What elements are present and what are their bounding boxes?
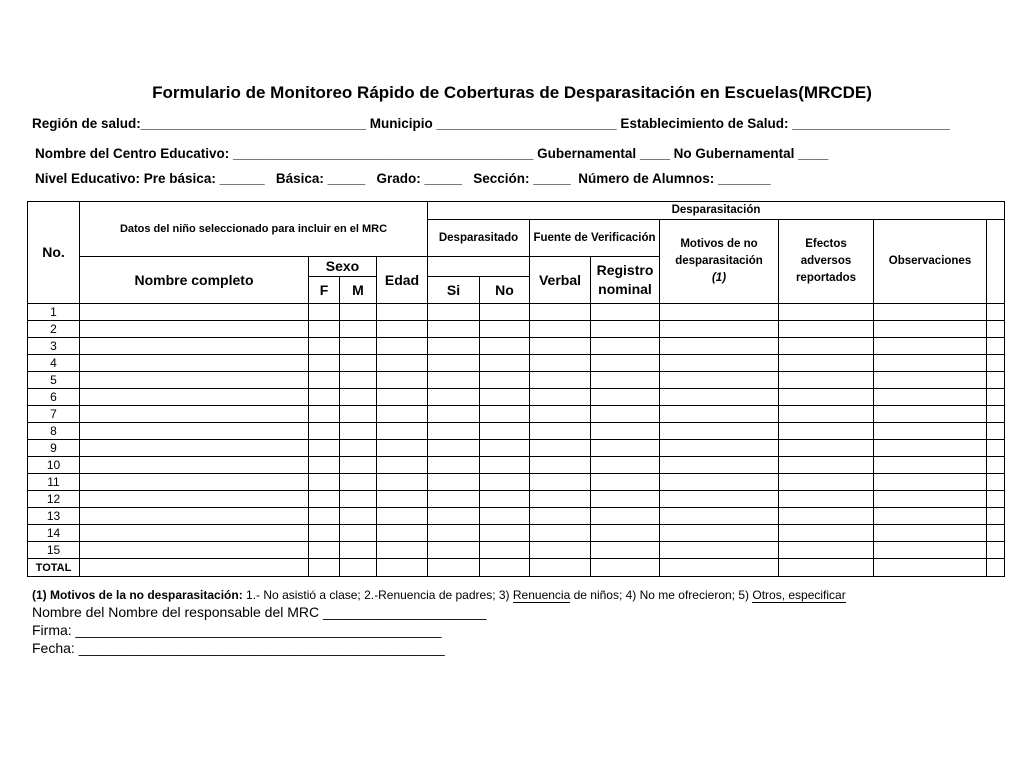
total-cell: [309, 559, 340, 577]
table-row: [28, 321, 1005, 338]
table-cell: [660, 338, 779, 355]
table-cell: [530, 372, 591, 389]
table-cell: [874, 338, 987, 355]
header-line-nivel: Nivel Educativo: Pre básica: ______ Básica: _____ Grado: _____ Sección: _____ Número de Alumnos: _______: [35, 171, 771, 186]
table-cell: [530, 508, 591, 525]
table-row: [28, 406, 1005, 423]
row-number: 9: [28, 440, 80, 457]
table-cell: [660, 457, 779, 474]
table-cell: [309, 321, 340, 338]
table-cell: [779, 508, 874, 525]
total-cell: [779, 559, 874, 577]
table-cell: [377, 491, 428, 508]
footnote-text-b: Renuencia: [512, 588, 571, 602]
table-row: [28, 338, 1005, 355]
table-cell: [591, 338, 660, 355]
table-cell: [530, 491, 591, 508]
table-cell: [428, 491, 480, 508]
table-cell: [377, 508, 428, 525]
table-cell: [591, 389, 660, 406]
table-cell: [530, 406, 591, 423]
row-number: 13: [28, 508, 80, 525]
table-cell: [987, 389, 1005, 406]
table-cell: [480, 525, 530, 542]
table-cell: [987, 542, 1005, 559]
table-cell: [309, 372, 340, 389]
table-cell: [80, 372, 309, 389]
row-number: 5: [28, 372, 80, 389]
table-cell: [874, 372, 987, 389]
table-cell: [987, 525, 1005, 542]
efectos-header: Efectos adversos reportados: [779, 220, 874, 304]
footer-notes: [32, 588, 1012, 656]
desparasitado-header: Desparasitado: [428, 220, 530, 257]
table-cell: [309, 474, 340, 491]
si-header: Si: [428, 277, 480, 304]
table-cell: [660, 355, 779, 372]
table-cell: [340, 440, 377, 457]
observaciones-header: Observaciones: [874, 220, 987, 304]
total-cell: [874, 559, 987, 577]
table-cell: [987, 491, 1005, 508]
footnote-text-d: Otros, especificar: [752, 588, 846, 602]
total-cell: [377, 559, 428, 577]
table-cell: [377, 355, 428, 372]
table-cell: [530, 423, 591, 440]
table-cell: [80, 474, 309, 491]
table-cell: [987, 338, 1005, 355]
table-cell: [340, 542, 377, 559]
table-row: [28, 440, 1005, 457]
table-cell: [480, 474, 530, 491]
table-cell: [340, 338, 377, 355]
row-number: 4: [28, 355, 80, 372]
motivos-footnote: [32, 588, 1012, 602]
header-line-centro: Nombre del Centro Educativo: ________________________________________ Gubernamental ____ No Gubernamental ____: [35, 146, 829, 161]
table-cell: [660, 321, 779, 338]
table-cell: [874, 474, 987, 491]
table-cell: [309, 440, 340, 457]
table-cell: [428, 389, 480, 406]
table-cell: [80, 423, 309, 440]
table-row: [28, 389, 1005, 406]
firma-line: Firma: _______________________________________________: [32, 622, 442, 638]
table-cell: [660, 304, 779, 321]
table-cell: [530, 542, 591, 559]
table-cell: [660, 440, 779, 457]
motivos-label: Motivos de no desparasitación: [675, 238, 763, 267]
table-cell: [80, 338, 309, 355]
row-number: 7: [28, 406, 80, 423]
total-cell: [428, 559, 480, 577]
table-cell: [80, 355, 309, 372]
table-cell: [340, 372, 377, 389]
table-cell: [591, 491, 660, 508]
table-cell: [779, 525, 874, 542]
table-cell: [309, 338, 340, 355]
table-cell: [779, 440, 874, 457]
table-cell: [530, 457, 591, 474]
table-cell: [987, 423, 1005, 440]
motivos-header: [660, 220, 779, 304]
table-cell: [428, 406, 480, 423]
row-number: 2: [28, 321, 80, 338]
table-cell: [874, 355, 987, 372]
total-cell: [80, 559, 309, 577]
table-cell: [660, 491, 779, 508]
edad-header: Edad: [377, 257, 428, 304]
nombre-completo-header: Nombre completo: [80, 257, 309, 304]
table-cell: [660, 525, 779, 542]
table-cell: [80, 304, 309, 321]
table-cell: [309, 423, 340, 440]
table-row: [28, 423, 1005, 440]
row-number: 15: [28, 542, 80, 559]
table-cell: [377, 321, 428, 338]
table-cell: [428, 440, 480, 457]
table-cell: [874, 389, 987, 406]
table-cell: [340, 304, 377, 321]
table-cell: [591, 372, 660, 389]
table-cell: [987, 321, 1005, 338]
table-cell: [80, 508, 309, 525]
table-cell: [340, 406, 377, 423]
table-cell: [591, 440, 660, 457]
table-cell: [309, 304, 340, 321]
table-cell: [987, 440, 1005, 457]
row-number: 6: [28, 389, 80, 406]
table-row: [28, 355, 1005, 372]
table-cell: [660, 406, 779, 423]
table-cell: [377, 389, 428, 406]
table-cell: [309, 457, 340, 474]
table-cell: [377, 474, 428, 491]
row-number: 3: [28, 338, 80, 355]
table-cell: [340, 355, 377, 372]
table-cell: [530, 525, 591, 542]
table-cell: [377, 440, 428, 457]
table-cell: [480, 304, 530, 321]
table-cell: [480, 457, 530, 474]
table-row: [28, 372, 1005, 389]
table-cell: [377, 423, 428, 440]
sexo-header: Sexo: [309, 257, 377, 277]
table-cell: [80, 321, 309, 338]
table-cell: [377, 525, 428, 542]
table-cell: [660, 542, 779, 559]
table-cell: [874, 406, 987, 423]
table-cell: [428, 321, 480, 338]
table-cell: [779, 423, 874, 440]
table-cell: [340, 423, 377, 440]
table-cell: [80, 406, 309, 423]
sexo-m-header: M: [340, 277, 377, 304]
table-cell: [480, 491, 530, 508]
group-datos-header: Datos del niño seleccionado para incluir en el MRC: [80, 202, 428, 257]
table-cell: [874, 304, 987, 321]
registro-nominal-header: Registro nominal: [591, 257, 660, 304]
table-cell: [987, 355, 1005, 372]
table-cell: [530, 321, 591, 338]
fuente-header: Fuente de Verificación: [530, 220, 660, 257]
table-cell: [340, 491, 377, 508]
table-cell: [377, 372, 428, 389]
table-row: [28, 474, 1005, 491]
table-cell: [987, 372, 1005, 389]
table-cell: [779, 406, 874, 423]
table-cell: [530, 440, 591, 457]
table-cell: [660, 389, 779, 406]
table-cell: [591, 423, 660, 440]
table-cell: [480, 389, 530, 406]
table-cell: [428, 372, 480, 389]
responsable-line: Nombre del Nombre del responsable del MRC _____________________: [32, 604, 487, 620]
footnote-text-a: 1.- No asistió a clase; 2.-Renuencia de padres; 3): [242, 588, 510, 602]
table-cell: [340, 457, 377, 474]
table-cell: [779, 542, 874, 559]
col-no-header: No.: [28, 202, 80, 304]
table-cell: [340, 321, 377, 338]
table-cell: [80, 440, 309, 457]
table-cell: [80, 389, 309, 406]
table-cell: [779, 338, 874, 355]
group-desparasitacion-header: Desparasitación: [428, 202, 1005, 220]
table-cell: [874, 321, 987, 338]
table-cell: [874, 491, 987, 508]
table-cell: [779, 372, 874, 389]
table-cell: [779, 321, 874, 338]
table-cell: [428, 338, 480, 355]
table-cell: [987, 406, 1005, 423]
table-cell: [591, 542, 660, 559]
sexo-f-header: F: [309, 277, 340, 304]
table-cell: [874, 542, 987, 559]
table-cell: [377, 542, 428, 559]
table-cell: [340, 474, 377, 491]
total-cell: [660, 559, 779, 577]
total-cell: [591, 559, 660, 577]
table-cell: [987, 474, 1005, 491]
table-cell: [80, 525, 309, 542]
table-row: [28, 542, 1005, 559]
table-cell: [480, 440, 530, 457]
table-cell: [309, 542, 340, 559]
table-cell: [874, 457, 987, 474]
table-cell: [530, 338, 591, 355]
table-cell: [428, 304, 480, 321]
verbal-header: Verbal: [530, 257, 591, 304]
table-row: [28, 508, 1005, 525]
table-cell: [480, 423, 530, 440]
table-cell: [340, 525, 377, 542]
table-cell: [309, 389, 340, 406]
table-row: [28, 457, 1005, 474]
table-cell: [428, 525, 480, 542]
table-row: [28, 525, 1005, 542]
table-cell: [987, 304, 1005, 321]
table-cell: [987, 508, 1005, 525]
table-cell: [377, 457, 428, 474]
desparasitado-blank: [428, 257, 530, 277]
header-line-region: Región de salud:______________________________ Municipio ________________________ Establecimiento de Salud: _____________________: [32, 116, 950, 131]
row-number: 8: [28, 423, 80, 440]
total-cell: [480, 559, 530, 577]
table-cell: [340, 389, 377, 406]
table-cell: [309, 508, 340, 525]
table-cell: [377, 338, 428, 355]
row-number: 1: [28, 304, 80, 321]
total-cell: [530, 559, 591, 577]
table-cell: [874, 525, 987, 542]
table-cell: [660, 423, 779, 440]
table-cell: [480, 338, 530, 355]
table-cell: [779, 304, 874, 321]
table-cell: [309, 355, 340, 372]
table-cell: [480, 542, 530, 559]
table-cell: [779, 355, 874, 372]
total-cell: [340, 559, 377, 577]
total-label: TOTAL: [28, 559, 80, 577]
table-cell: [377, 406, 428, 423]
table-cell: [591, 508, 660, 525]
table-cell: [591, 525, 660, 542]
table-cell: [591, 406, 660, 423]
motivos-ref: (1): [711, 272, 727, 284]
table-cell: [779, 457, 874, 474]
monitoring-table: [27, 201, 1005, 577]
table-cell: [874, 423, 987, 440]
table-cell: [779, 389, 874, 406]
table-cell: [428, 355, 480, 372]
table-cell: [779, 474, 874, 491]
blank-header-cell: [987, 220, 1005, 304]
form-title: Formulario de Monitoreo Rápido de Coberturas de Desparasitación en Escuelas(MRCDE): [152, 83, 872, 102]
table-cell: [660, 372, 779, 389]
table-cell: [80, 491, 309, 508]
table-cell: [530, 474, 591, 491]
table-cell: [530, 389, 591, 406]
table-cell: [874, 440, 987, 457]
footnote-label: (1) Motivos de la no desparasitación:: [32, 588, 243, 602]
table-cell: [591, 457, 660, 474]
row-number: 12: [28, 491, 80, 508]
table-cell: [660, 508, 779, 525]
table-cell: [480, 372, 530, 389]
table-cell: [591, 304, 660, 321]
table-cell: [377, 304, 428, 321]
table-cell: [779, 491, 874, 508]
table-cell: [428, 474, 480, 491]
table-cell: [480, 321, 530, 338]
table-cell: [530, 355, 591, 372]
table-cell: [80, 542, 309, 559]
table-cell: [309, 525, 340, 542]
table-cell: [480, 508, 530, 525]
table-cell: [591, 355, 660, 372]
table-cell: [480, 406, 530, 423]
no-header: No: [480, 277, 530, 304]
table-row: [28, 304, 1005, 321]
table-cell: [591, 321, 660, 338]
table-cell: [480, 355, 530, 372]
fecha-line: Fecha: _______________________________________________: [32, 640, 445, 656]
table-cell: [591, 474, 660, 491]
table-cell: [874, 508, 987, 525]
table-cell: [660, 474, 779, 491]
table-cell: [340, 508, 377, 525]
table-cell: [80, 457, 309, 474]
table-cell: [428, 542, 480, 559]
table-cell: [309, 406, 340, 423]
table-cell: [530, 304, 591, 321]
table-cell: [987, 457, 1005, 474]
footnote-text-c: de niños; 4) No me ofrecieron; 5): [570, 588, 750, 602]
row-number: 10: [28, 457, 80, 474]
table-cell: [428, 423, 480, 440]
table-cell: [428, 508, 480, 525]
table-cell: [428, 457, 480, 474]
table-row: [28, 491, 1005, 508]
row-number: 14: [28, 525, 80, 542]
table-cell: [309, 491, 340, 508]
row-number: 11: [28, 474, 80, 491]
total-cell: [987, 559, 1005, 577]
